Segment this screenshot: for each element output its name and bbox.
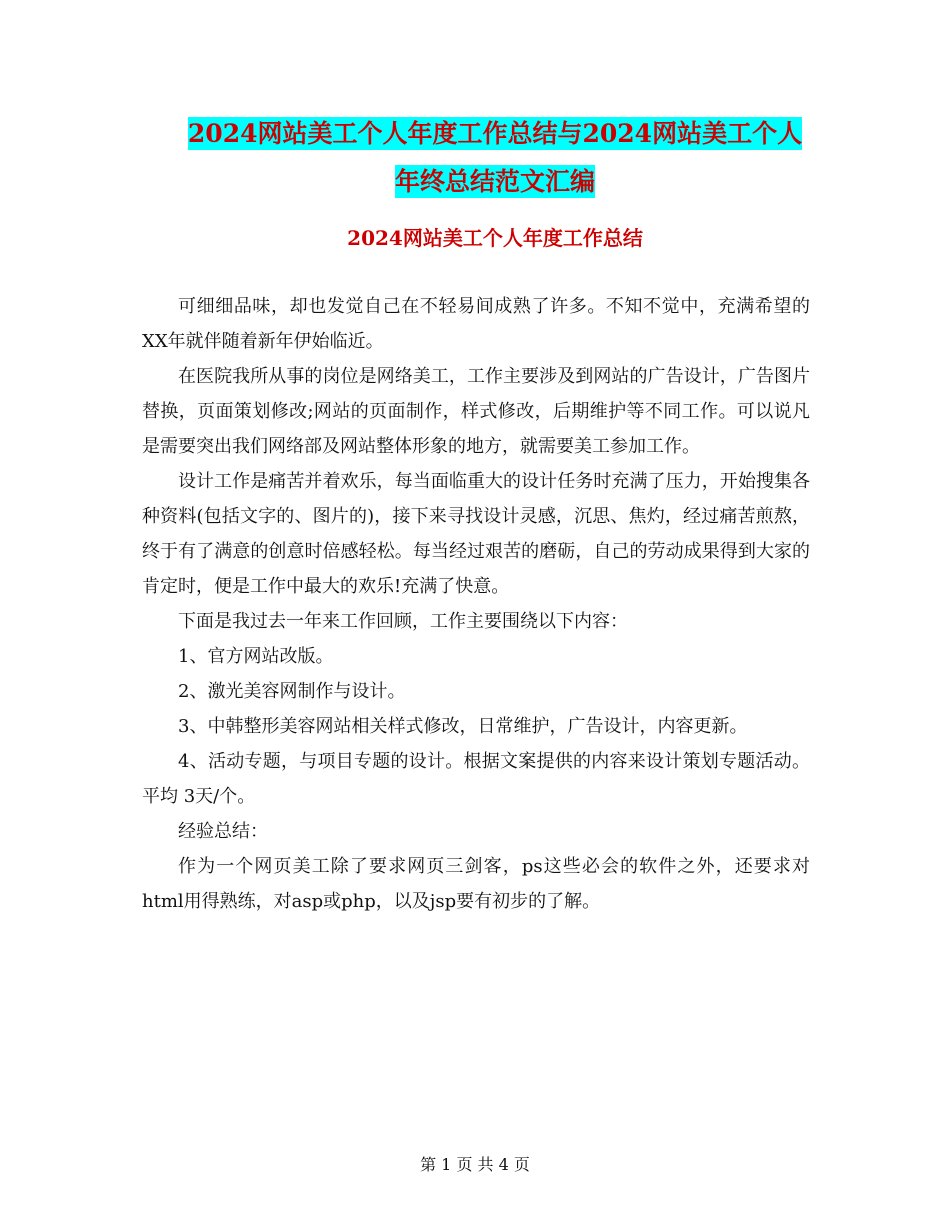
paragraph: 在医院我所从事的岗位是网络美工，工作主要涉及到网站的广告设计，广告图片替换，页面策划修改;网站的页面制作，样式修改，后期维护等不同工作。可以说凡是需要突出我们网络部及网站整体形象的地方，就需要美工参加工作。 [142,366,810,457]
document-title [140,110,850,206]
paragraph: 设计工作是痛苦并着欢乐，每当面临重大的设计任务时充满了压力，开始搜集各种资料(包括文字的、图片的)，接下来寻找设计灵感，沉思、焦灼，经过痛苦煎熬，终于有了满意的创意时倍感轻松。每当经过艰苦的磨砺，自己的劳动成果得到大家的肯定时，便是工作中最大的欢乐!充满了快意。 [142,471,810,597]
paragraph: 作为一个网页美工除了要求网页三剑客，ps这些必会的软件之外，还要求对html用得熟练，对asp或php，以及jsp要有初步的了解。 [142,856,810,912]
document-title-line-1: 2024网站美工个人年度工作总结与2024网站美工个人 [187,119,803,148]
list-item: 3、中韩整形美容网站相关样式修改，日常维护，广告设计，内容更新。 [178,716,748,737]
document-body [142,289,810,919]
section-title: 2024网站美工个人年度工作总结 [347,226,643,250]
paragraph: 下面是我过去一年来工作回顾，工作主要围绕以下内容： [178,611,628,632]
paragraph: 可细细品味，却也发觉自己在不轻易间成熟了许多。不知不觉中，充满希望的XX年就伴随着新年伊始临近。 [142,296,810,352]
paragraph: 经验总结： [178,821,268,842]
list-item: 4、活动专题，与项目专题的设计。根据文案提供的内容来设计策划专题活动。平均 3天/个。 [142,751,810,807]
list-item: 2、激光美容网制作与设计。 [178,681,406,702]
document-title-line-2: 年终总结范文汇编 [394,167,595,196]
list-item: 1、官方网站改版。 [178,646,334,667]
page-number-footer: 第 1 页 共 4 页 [420,1155,530,1174]
